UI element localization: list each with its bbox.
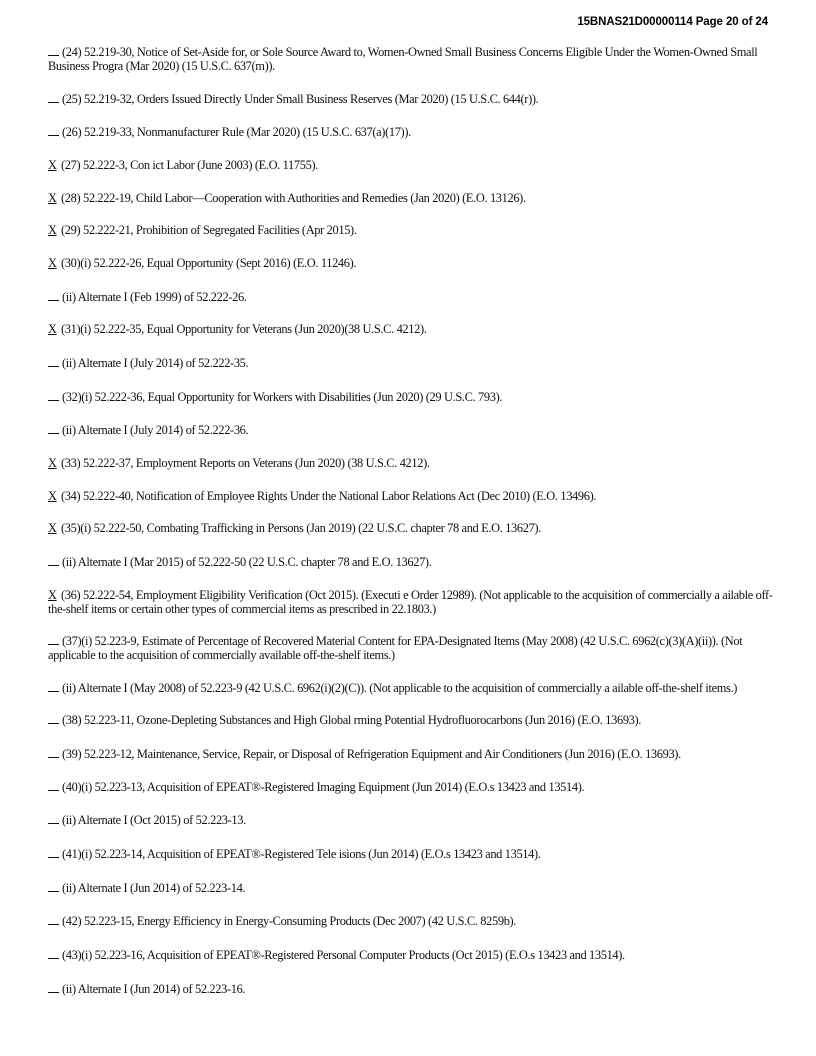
clause-text: (ii) Alternate I (Feb 1999) of 52.222-26. [62, 289, 247, 304]
clause-blank-line [48, 44, 59, 56]
clause-item [48, 289, 774, 304]
page-number: 20 [725, 16, 739, 28]
clause-text: (26) 52.219-33, Nonmanufacturer Rule (Mar 2020) (15 U.S.C. 637(a)(17)). [62, 125, 411, 140]
clause-check-mark: X [48, 488, 57, 503]
clause-check-mark: X [48, 223, 57, 238]
clause-text: (34) 52.222-40, Notification of Employee Rights Under the National Labor Relations Act (Dec 2010) (E.O. 13496). [61, 488, 597, 503]
of-word: of [741, 16, 753, 28]
clause-check-mark: X [48, 456, 57, 471]
clause-blank-line [48, 812, 59, 824]
clause-blank-line [48, 746, 59, 758]
clause-blank-line [48, 389, 59, 401]
page-header [577, 16, 768, 28]
clause-check-mark: X [48, 255, 57, 270]
clause-item [48, 489, 774, 503]
clause-check-mark: X [48, 190, 57, 205]
clause-item [48, 880, 774, 895]
clause-item [48, 223, 774, 237]
clause-check-mark: X [48, 521, 57, 536]
clause-blank-line [48, 124, 59, 136]
clause-text: (41)(i) 52.223-14, Acquisition of EPEAT®-Registered Tele isions (Jun 2014) (E.O.s 13423 and 13514). [62, 846, 541, 861]
clause-text: (ii) Alternate I (Jun 2014) of 52.223-14. [62, 880, 246, 895]
clause-text: (ii) Alternate I (May 2008) of 52.223-9 (42 U.S.C. 6962(i)(2)(C)). (Not applicable to the acquisition of commercially a ailable off-the-shelf items.) [62, 680, 738, 695]
clause-blank-line [48, 981, 59, 993]
clause-text: (29) 52.222-21, Prohibition of Segregated Facilities (Apr 2015). [61, 223, 357, 238]
clause-check-mark: X [48, 157, 57, 172]
clause-blank-line [48, 880, 59, 892]
clause-item [48, 124, 774, 139]
clause-item [48, 981, 774, 996]
clause-item [48, 191, 774, 205]
clause-text: (24) 52.219-30, Notice of Set-Aside for, or Sole Source Award to, Women-Owned Small Business Concerns Eligible Under the Women-Owned Small Business Progra (Mar 2020) (15 U.S.C. 637(m)). [48, 45, 758, 73]
clause-item [48, 846, 774, 861]
clause-text: (33) 52.222-37, Employment Reports on Veterans (Jun 2020) (38 U.S.C. 4212). [61, 456, 430, 471]
clause-item [48, 588, 774, 616]
clause-text: (30)(i) 52.222-26, Equal Opportunity (Sept 2016) (E.O. 11246). [61, 255, 357, 270]
clause-blank-line [48, 712, 59, 724]
clause-item [48, 422, 774, 437]
page-word: Page [695, 16, 723, 28]
clause-text: (ii) Alternate I (July 2014) of 52.222-36. [62, 423, 249, 438]
clause-text: (36) 52.222-54, Employment Eligibility Verification (Oct 2015). (Executi e Order 12989). (Not applicable to the acquisition of commercially a ailable off-the-shelf items or certain other types of commercial items as prescribed in 22.1803.) [48, 587, 773, 616]
clause-item [48, 712, 774, 727]
clause-item [48, 91, 774, 106]
clause-blank-line [48, 422, 59, 434]
clause-text: (ii) Alternate I (July 2014) of 52.222-35. [62, 356, 249, 370]
clause-text: (43)(i) 52.223-16, Acquisition of EPEAT®-Registered Personal Computer Products (Oct 2015) (E.O.s 13423 and 13514). [62, 947, 625, 962]
clause-blank-line [48, 355, 59, 367]
clause-blank-line [48, 289, 59, 301]
clause-text: (27) 52.222-3, Con ict Labor (June 2003) (E.O. 11755). [61, 157, 318, 172]
document-id: 15BNAS21D00000114 [577, 16, 693, 28]
clause-item [48, 256, 774, 270]
clause-check-mark: X [48, 322, 57, 337]
clause-item [48, 947, 774, 962]
clause-text: (ii) Alternate I (Jun 2014) of 52.223-16. [62, 981, 246, 996]
clause-blank-line [48, 779, 59, 791]
clause-text: (40)(i) 52.223-13, Acquisition of EPEAT®-Registered Imaging Equipment (Jun 2014) (E.O.s 13423 and 13514). [62, 779, 585, 794]
clause-blank-line [48, 91, 59, 103]
clause-text: (ii) Alternate I (Mar 2015) of 52.222-50 (22 U.S.C. chapter 78 and E.O. 13627). [62, 555, 432, 570]
clause-text: (ii) Alternate I (Oct 2015) of 52.223-13. [62, 813, 246, 828]
clause-text: (38) 52.223-11, Ozone-Depleting Substances and High Global rming Potential Hydrofluorocarbons (Jun 2016) (E.O. 13693). [62, 713, 642, 728]
clause-text: (25) 52.219-32, Orders Issued Directly Under Small Business Reserves (Mar 2020) (15 U.S.C. 644(r)). [62, 91, 539, 106]
clause-text: (37)(i) 52.223-9, Estimate of Percentage of Recovered Material Content for EPA-Designated Items (May 2008) (42 U.S.C. 6962(c)(3)(A)(ii)). (Not applicable to the acquisition of commercially available off-the-shelf items.) [48, 634, 743, 663]
clause-item [48, 456, 774, 470]
clause-blank-line [48, 554, 59, 566]
clause-check-mark: X [48, 587, 57, 602]
clause-list [48, 44, 774, 1014]
clause-item [48, 389, 774, 404]
clause-item [48, 779, 774, 794]
clause-blank-line [48, 680, 59, 692]
clause-item [48, 633, 774, 662]
clause-item [48, 521, 774, 535]
clause-text: (35)(i) 52.222-50, Combating Trafficking in Persons (Jan 2019) (22 U.S.C. chapter 78 and E.O. 13627). [61, 521, 541, 536]
clause-item [48, 158, 774, 172]
clause-blank-line [48, 913, 59, 925]
clause-blank-line [48, 947, 59, 959]
clause-item [48, 812, 774, 827]
clause-blank-line [48, 846, 59, 858]
clause-text: (28) 52.222-19, Child Labor—Cooperation with Authorities and Remedies (Jan 2020) (E.O. 13126). [61, 190, 526, 205]
clause-blank-line [48, 633, 59, 645]
clause-item [48, 746, 774, 761]
clause-item [48, 355, 774, 370]
clause-item [48, 554, 774, 569]
clause-item [48, 322, 774, 336]
clause-item [48, 44, 774, 73]
clause-item [48, 680, 774, 695]
clause-text: (32)(i) 52.222-36, Equal Opportunity for Workers with Disabilities (Jun 2020) (29 U.S.C. 793). [62, 389, 503, 404]
clause-text: (31)(i) 52.222-35, Equal Opportunity for Veterans (Jun 2020)(38 U.S.C. 4212). [61, 322, 427, 337]
clause-text: (39) 52.223-12, Maintenance, Service, Repair, or Disposal of Refrigeration Equipment and Air Conditioners (Jun 2016) (E.O. 13693). [62, 747, 681, 761]
clause-text: (42) 52.223-15, Energy Efficiency in Energy-Consuming Products (Dec 2007) (42 U.S.C. 8259b). [62, 914, 517, 929]
page-total: 24 [755, 16, 768, 28]
clause-item [48, 913, 774, 928]
